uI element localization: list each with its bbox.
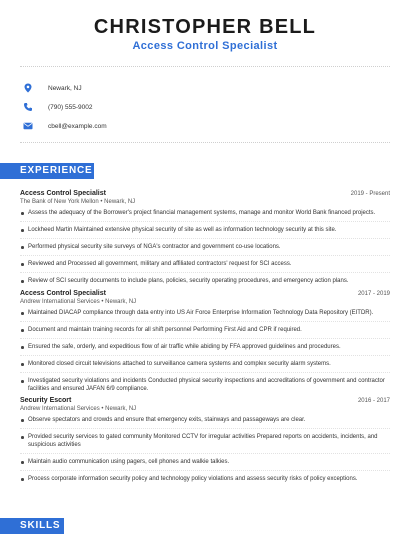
header-divider	[20, 66, 390, 67]
job-entry	[20, 290, 390, 393]
job-entry-dates: 2016 - 2017	[357, 398, 390, 404]
job-entry-title: Access Control Specialist	[20, 290, 106, 297]
contact-email	[22, 120, 107, 132]
job-entry-dates: 2017 - 2019	[357, 291, 390, 297]
job-entry-dates: 2019 - Present	[350, 191, 390, 197]
job-bullets	[20, 209, 390, 285]
bullet-item: Investigated security violations and incidents Conducted physical security inspections and accreditations of government and contractor facilities and ensured JAFAN 6/9 compliance.	[20, 377, 390, 393]
job-entry-company: The Bank of New York Mellon • Newark, NJ	[20, 199, 136, 205]
bullet-item: Assess the adequacy of the Borrower's project financial management systems, manage and monitor World Bank financed projects.	[20, 209, 390, 217]
bullet-item: Lockheed Martin Maintained extensive physical security of site as well as information technology security at this site.	[20, 226, 390, 234]
job-title: Access Control Specialist	[132, 40, 278, 52]
contact-divider	[20, 142, 390, 143]
phone-icon	[22, 101, 34, 113]
bullet-item: Review of SCI security documents to include plans, policies, security operating procedures, and emergency action plans.	[20, 277, 390, 285]
job-bullets	[20, 416, 390, 483]
phone-text: (790) 555-9002	[48, 103, 93, 111]
job-entry-title: Access Control Specialist	[20, 190, 106, 197]
job-entry	[20, 190, 390, 285]
section-heading-skills: SKILLS	[0, 518, 64, 534]
envelope-icon	[22, 120, 34, 132]
bullet-item: Monitored closed circuit televisions attached to surveillance camera systems and complex security alarm systems.	[20, 360, 390, 368]
job-entry-title: Security Escort	[20, 397, 72, 404]
bullet-item: Observe spectators and crowds and ensure that emergency exits, stairways and passageways are clear.	[20, 416, 390, 424]
bullet-item: Maintain audio communication using pagers, cell phones and walkie talkies.	[20, 458, 390, 466]
bullet-item: Reviewed and Processed all government, military and affiliated contractors' request for SCI access.	[20, 260, 390, 268]
contact-phone	[22, 101, 92, 113]
job-entry-company: Andrew International Services • Newark, NJ	[20, 299, 137, 305]
bullet-item: Document and maintain training records for all shift personnel Performing First Aid and CPR if required.	[20, 326, 390, 334]
bullet-item: Provided security services to gated community Monitored CCTV for irregular activities Prepared reports on accidents, incidents, and suspicious activities	[20, 433, 390, 449]
section-heading-experience: EXPERIENCE	[0, 163, 94, 179]
job-entry	[20, 397, 390, 483]
job-entry-company: Andrew International Services • Newark, NJ	[20, 406, 137, 412]
contact-location	[22, 82, 82, 94]
map-pin-icon	[22, 82, 34, 94]
bullet-item: Process corporate information security policy and technology policy violations and assess security risks of policy exceptions.	[20, 475, 390, 483]
bullet-item: Maintained DIACAP compliance through data entry into US Air Force Enterprise Information Technology Data Repository (EITDR).	[20, 309, 390, 317]
candidate-name: CHRISTOPHER BELL	[93, 16, 317, 38]
job-bullets	[20, 309, 390, 393]
bullet-item: Performed physical security site surveys of NGA's contractor and government co-use locations.	[20, 243, 390, 251]
bullet-item: Ensured the safe, orderly, and expeditious flow of air traffic while abiding by FFA approved guidelines and procedures.	[20, 343, 390, 351]
email-text: cbell@example.com	[48, 122, 107, 130]
location-text: Newark, NJ	[48, 84, 82, 92]
